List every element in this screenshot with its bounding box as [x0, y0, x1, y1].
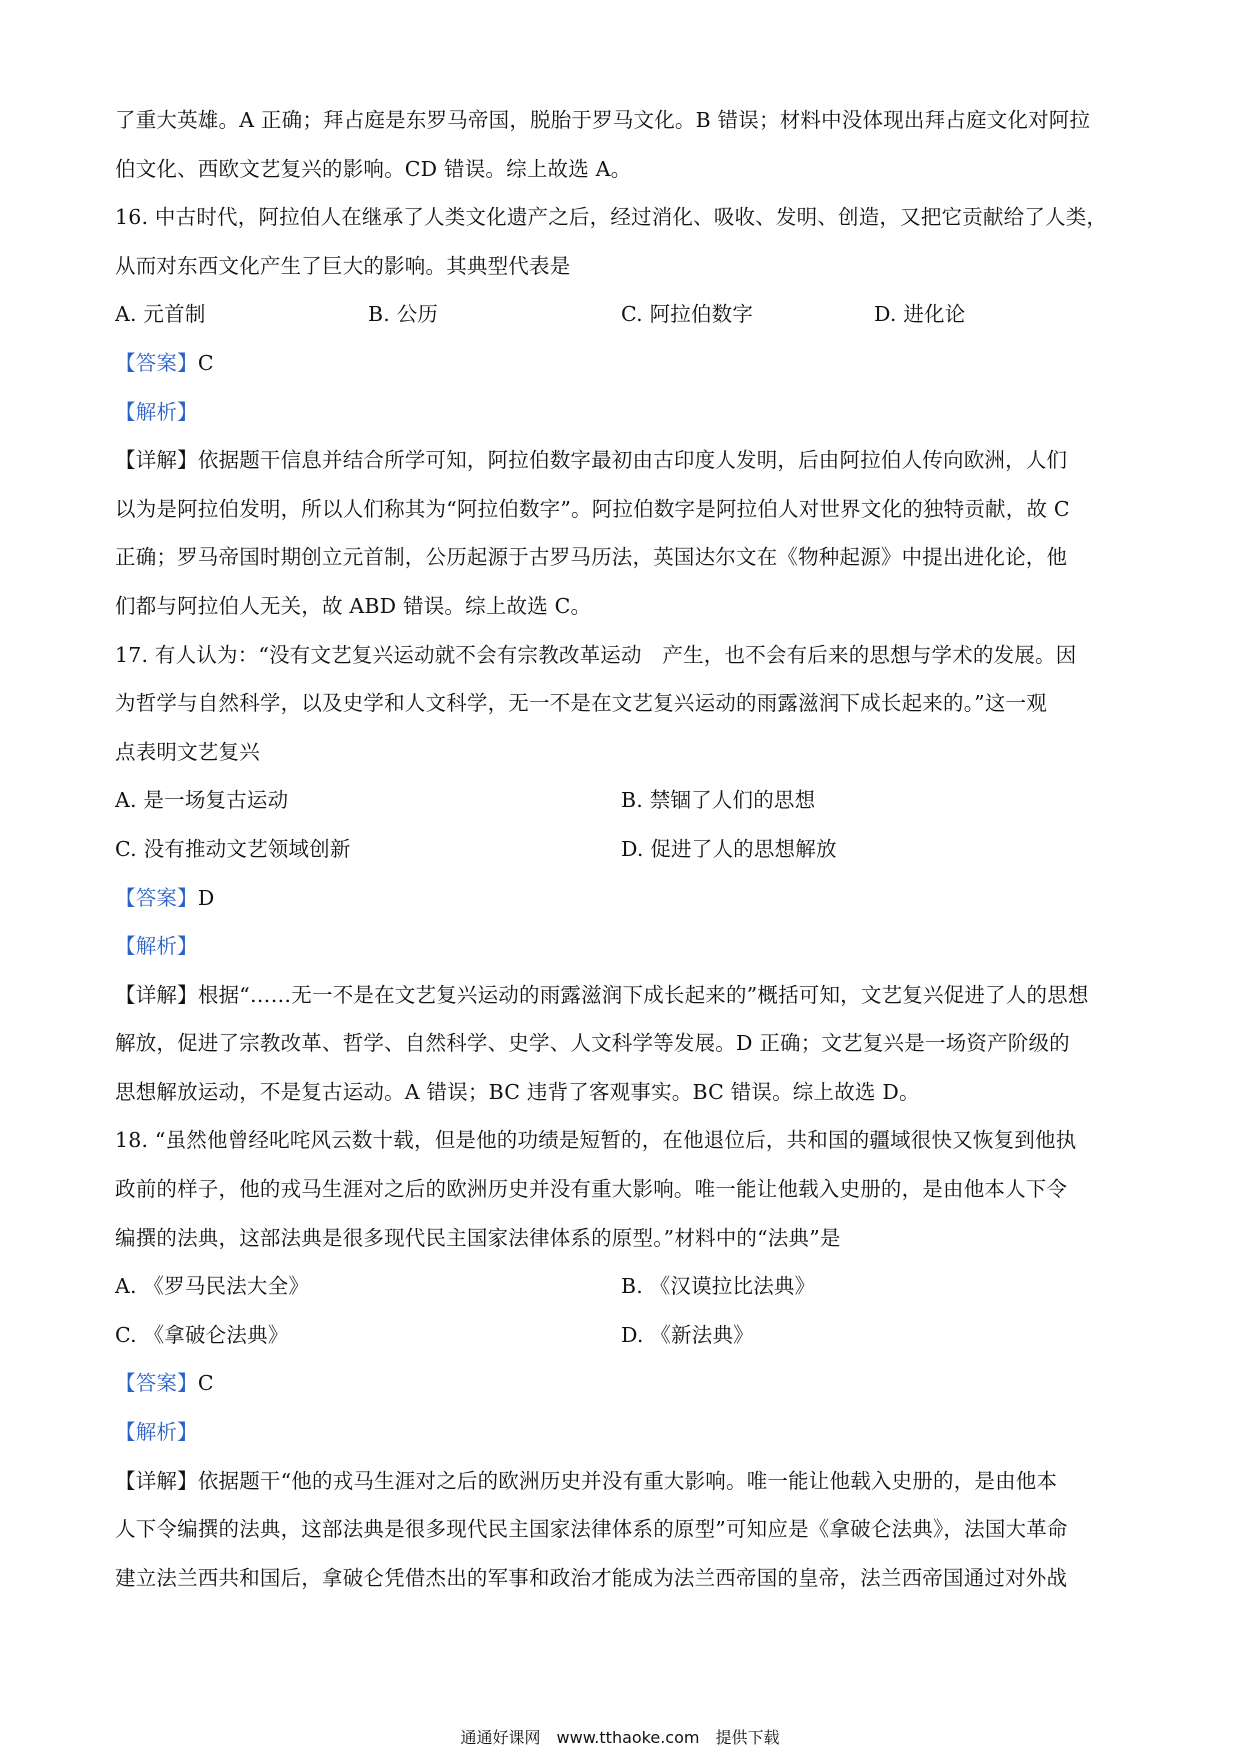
- option-c: C. 阿拉伯数字: [621, 302, 754, 327]
- option-c: C. 《拿破仑法典》: [115, 1322, 289, 1347]
- detail-line: 解放，促进了宗教改革、哲学、自然科学、史学、人文科学等发展。D 正确；文艺复兴是一场资产阶级的: [115, 1031, 1070, 1056]
- detail-label: 【详解】: [115, 982, 198, 1007]
- analysis-line: [115, 1408, 1127, 1457]
- detail-text: 依据题干信息并结合所学可知，阿拉伯数字最初由古印度人发明，后由阿拉伯人传向欧洲，人们: [197, 448, 1068, 473]
- document-page: [115, 96, 1127, 1602]
- answer-value: C: [197, 1371, 214, 1396]
- text-line: 伯文化、西欧文艺复兴的影响。CD 错误。综上故选 A。: [115, 156, 632, 181]
- question-17-stem: 为哲学与自然科学，以及史学和人文科学，无一不是在文艺复兴运动的雨露滋润下成长起来的。”这一观: [115, 691, 1047, 716]
- option-d: D. 进化论: [874, 302, 966, 327]
- option-a: A. 元首制: [115, 302, 206, 327]
- question-18-stem: 政前的样子，他的戎马生涯对之后的欧洲历史并没有重大影响。唯一能让他载入史册的，是由他本人下令: [115, 1177, 1068, 1202]
- option-d: D. 促进了人的思想解放: [621, 836, 837, 861]
- page-footer: 通通好课网 www.tthaoke.com 提供下载: [460, 1728, 780, 1747]
- detail-line: [115, 971, 1127, 1020]
- detail-text: 依据题干“他的戎马生涯对之后的欧洲历史并没有重大影响。唯一能让他载入史册的，是由他本: [197, 1468, 1058, 1493]
- detail-line: 建立法兰西共和国后，拿破仑凭借杰出的军事和政治才能成为法兰西帝国的皇帝，法兰西帝国通过对外战: [115, 1565, 1068, 1590]
- option-b: B. 《汉谟拉比法典》: [621, 1274, 816, 1299]
- answer-line: [115, 339, 1127, 388]
- answer-value: D: [197, 885, 215, 910]
- answer-line: [115, 1359, 1127, 1408]
- answer-line: [115, 874, 1127, 923]
- text-line: 了重大英雄。A 正确；拜占庭是东罗马帝国，脱胎于罗马文化。B 错误；材料中没体现出拜占庭文化对阿拉: [115, 108, 1091, 132]
- answer-label: 【答案】: [115, 350, 198, 375]
- detail-label: 【详解】: [115, 448, 198, 473]
- question-18-stem: 编撰的法典，这部法典是很多现代民主国家法律体系的原型。”材料中的“法典”是: [115, 1225, 841, 1250]
- analysis-label: 【解析】: [115, 1420, 198, 1445]
- question-17-stem: 17. 有人认为：“没有文艺复兴运动就不会有宗教改革运动 产生，也不会有后来的思想与学术的发展。因: [115, 642, 1077, 667]
- detail-label: 【详解】: [115, 1468, 198, 1493]
- detail-line: 思想解放运动，不是复古运动。A 错误；BC 违背了客观事实。BC 错误。综上故选 D。: [115, 1079, 920, 1104]
- option-a: A. 是一场复古运动: [115, 788, 289, 813]
- answer-label: 【答案】: [115, 885, 198, 910]
- question-18-stem: 18. “虽然他曾经叱咤风云数十载，但是他的功绩是短暂的，在他退位后，共和国的疆域很快又恢复到他执: [115, 1128, 1077, 1153]
- question-16-options: [115, 290, 1127, 339]
- detail-line: 正确；罗马帝国时期创立元首制，公历起源于古罗马历法，英国达尔文在《物种起源》中提出进化论，他: [115, 545, 1068, 570]
- detail-text: 根据“……无一不是在文艺复兴运动的雨露滋润下成长起来的”概括可知，文艺复兴促进了人的思想: [197, 982, 1089, 1007]
- option-c: C. 没有推动文艺领域创新: [115, 836, 351, 861]
- analysis-label: 【解析】: [115, 934, 198, 959]
- question-17-stem: 点表明文艺复兴: [115, 739, 260, 764]
- question-17-options-row1: [115, 776, 1127, 825]
- detail-line: 以为是阿拉伯发明，所以人们称其为“阿拉伯数字”。阿拉伯数字是阿拉伯人对世界文化的独特贡献，故 C: [115, 496, 1070, 521]
- detail-line: [115, 436, 1127, 485]
- detail-line: 们都与阿拉伯人无关，故 ABD 错误。综上故选 C。: [115, 593, 592, 618]
- option-d: D. 《新法典》: [621, 1322, 754, 1347]
- detail-line: 人下令编撰的法典，这部法典是很多现代民主国家法律体系的原型”可知应是《拿破仑法典》，法国大革命: [115, 1517, 1068, 1542]
- question-18-options-row2: [115, 1311, 1127, 1360]
- option-b: B. 禁锢了人们的思想: [621, 788, 816, 813]
- answer-label: 【答案】: [115, 1371, 198, 1396]
- question-17-options-row2: [115, 825, 1127, 874]
- answer-value: C: [197, 350, 214, 375]
- analysis-line: [115, 388, 1127, 437]
- detail-line: [115, 1457, 1127, 1506]
- analysis-label: 【解析】: [115, 399, 198, 424]
- question-16-stem: 16. 中古时代，阿拉伯人在继承了人类文化遗产之后，经过消化、吸收、发明、创造，又把它贡献给了人类，: [115, 205, 1108, 230]
- question-18-options-row1: [115, 1262, 1127, 1311]
- question-16-stem: 从而对东西文化产生了巨大的影响。其典型代表是: [115, 253, 571, 278]
- option-a: A. 《罗马民法大全》: [115, 1274, 310, 1299]
- option-b: B. 公历: [368, 302, 439, 327]
- analysis-line: [115, 922, 1127, 971]
